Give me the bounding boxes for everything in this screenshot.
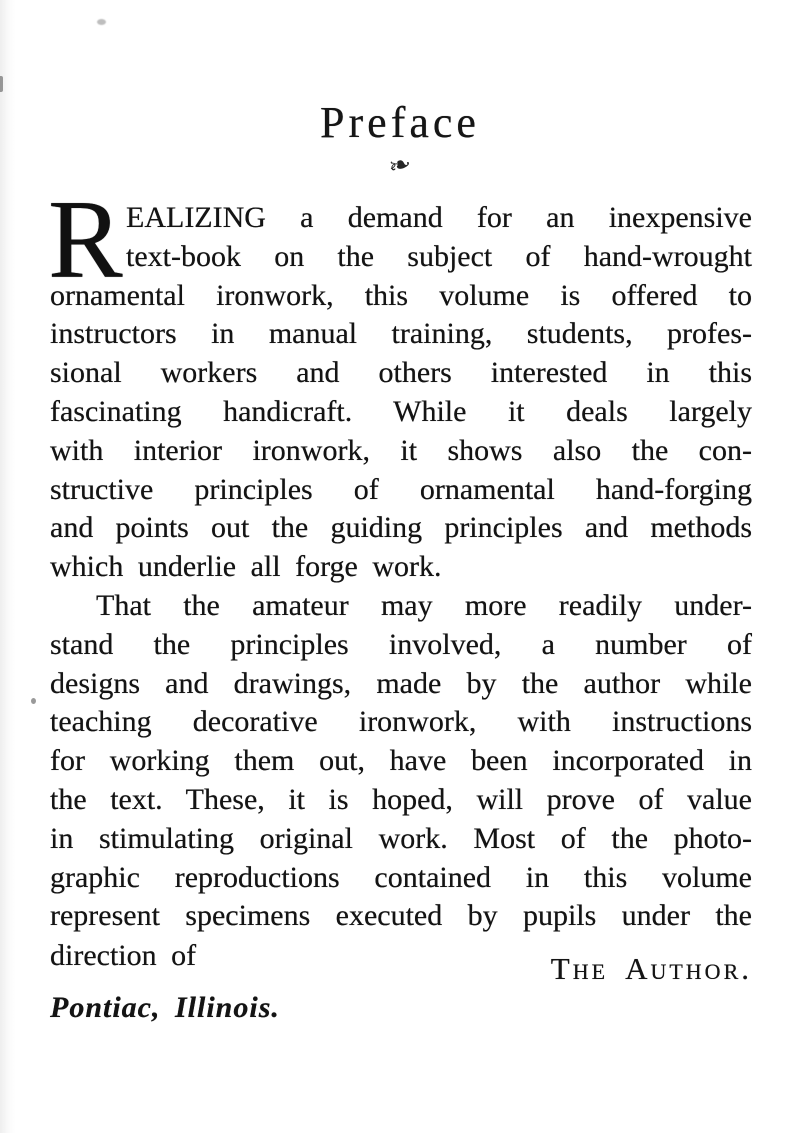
text-line: teaching decorative ironwork, with instructions <box>50 705 752 739</box>
text-line: graphic reproductions contained in this volume <box>50 860 752 894</box>
drop-cap: R <box>48 178 123 302</box>
text-line: That the amateur may more readily under- <box>96 588 752 622</box>
text-line: instructors in manual training, students, profes- <box>50 317 752 351</box>
text-line: EALIZING a demand for an inexpensive <box>126 201 752 234</box>
paragraph-1 <box>48 178 752 587</box>
text-line: for working them out, have been incorporated in <box>50 744 752 778</box>
text-line: represent specimens executed by pupils under the <box>50 899 752 933</box>
closing-line <box>50 936 752 987</box>
scan-edge-mark <box>0 76 3 92</box>
fleuron-icon: ❧ <box>385 150 415 182</box>
text-line: the text. These, it is hoped, will prove of value <box>50 782 752 816</box>
text-line: structive principles of ornamental hand-forging <box>50 472 752 506</box>
text-line: designs and drawings, made by the author while <box>50 666 752 700</box>
paragraph-2 <box>50 587 752 987</box>
fleuron-ornament <box>0 150 800 182</box>
text-column <box>48 178 752 1027</box>
text-line: direction of <box>50 939 197 973</box>
text-line: which underlie all forge work. <box>50 550 442 584</box>
text-line: sional workers and others interested in this <box>50 356 752 390</box>
text-line: ornamental ironwork, this volume is offered to <box>50 278 752 312</box>
text-line: fascinating handicraft. While it deals largely <box>50 394 752 428</box>
text-line: text-book on the subject of hand-wrought <box>126 239 752 273</box>
text-line: and points out the guiding principles and methods <box>50 511 752 545</box>
text-line: stand the principles involved, a number of <box>50 627 752 661</box>
scan-speck <box>31 698 36 704</box>
place-line: Pontiac, Illinois. <box>50 990 280 1024</box>
page-title: Preface <box>320 98 480 147</box>
text-line: in stimulating original work. Most of the photo- <box>50 821 752 855</box>
author-signature: The Author. <box>550 951 752 987</box>
scan-speck <box>97 19 106 25</box>
text-line: with interior ironwork, it shows also the con- <box>50 433 752 467</box>
